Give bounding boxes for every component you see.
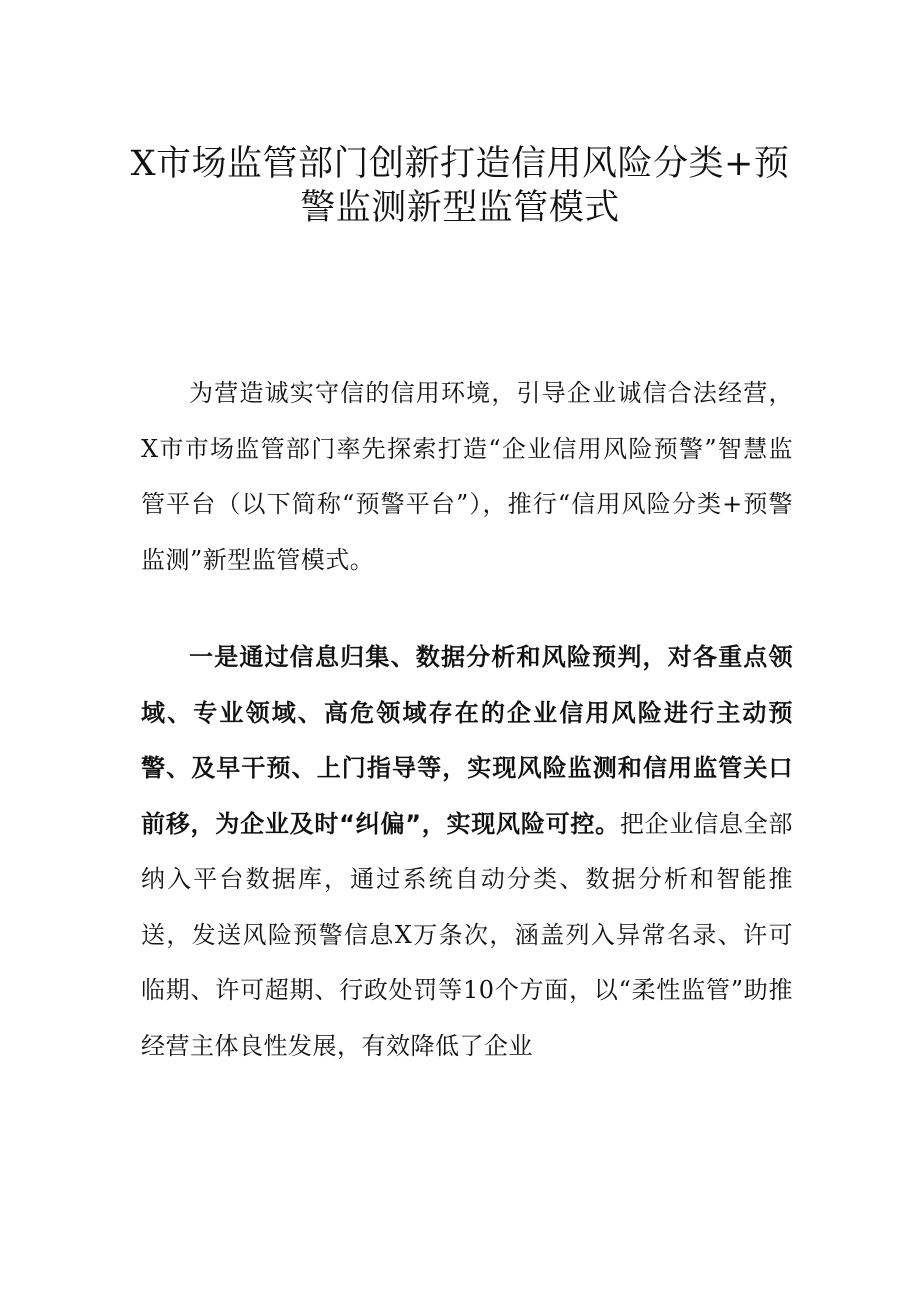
- paragraph-intro: 为营造诚实守信的信用环境，引导企业诚信合法经营，X市市场监管部门率先探索打造“企业信用风险预警”智慧监管平台（以下简称“预警平台”），推行“信用风险分类+预警监测”新型监管模式。: [141, 379, 793, 574]
- title-line-1: X市场监管部门创新打造信用风险分类+预: [130, 144, 790, 184]
- paragraph-body: 把企业信息全部纳入平台数据库，通过系统自动分类、数据分析和智能推送，发送风险预警信息X万条次，涵盖列入异常名录、许可临期、许可超期、行政处罚等10个方面，以“柔性监管”助推经营主体良性发展，有效降低了企业: [141, 809, 794, 1060]
- document-title: [120, 142, 800, 230]
- paragraph-point-one: [141, 630, 793, 1074]
- title-line-2: 警监测新型监管模式: [300, 188, 620, 228]
- paragraph-lead-bold: 一是通过信息归集、数据分析和风险预判，对各重点领域、专业领域、高危领域存在的企业信用风险进行主动预警、及早干预、上门指导等，实现风险监测和信用监管关口前移，为企业及时“纠偏”，实现风险可控。: [141, 643, 793, 838]
